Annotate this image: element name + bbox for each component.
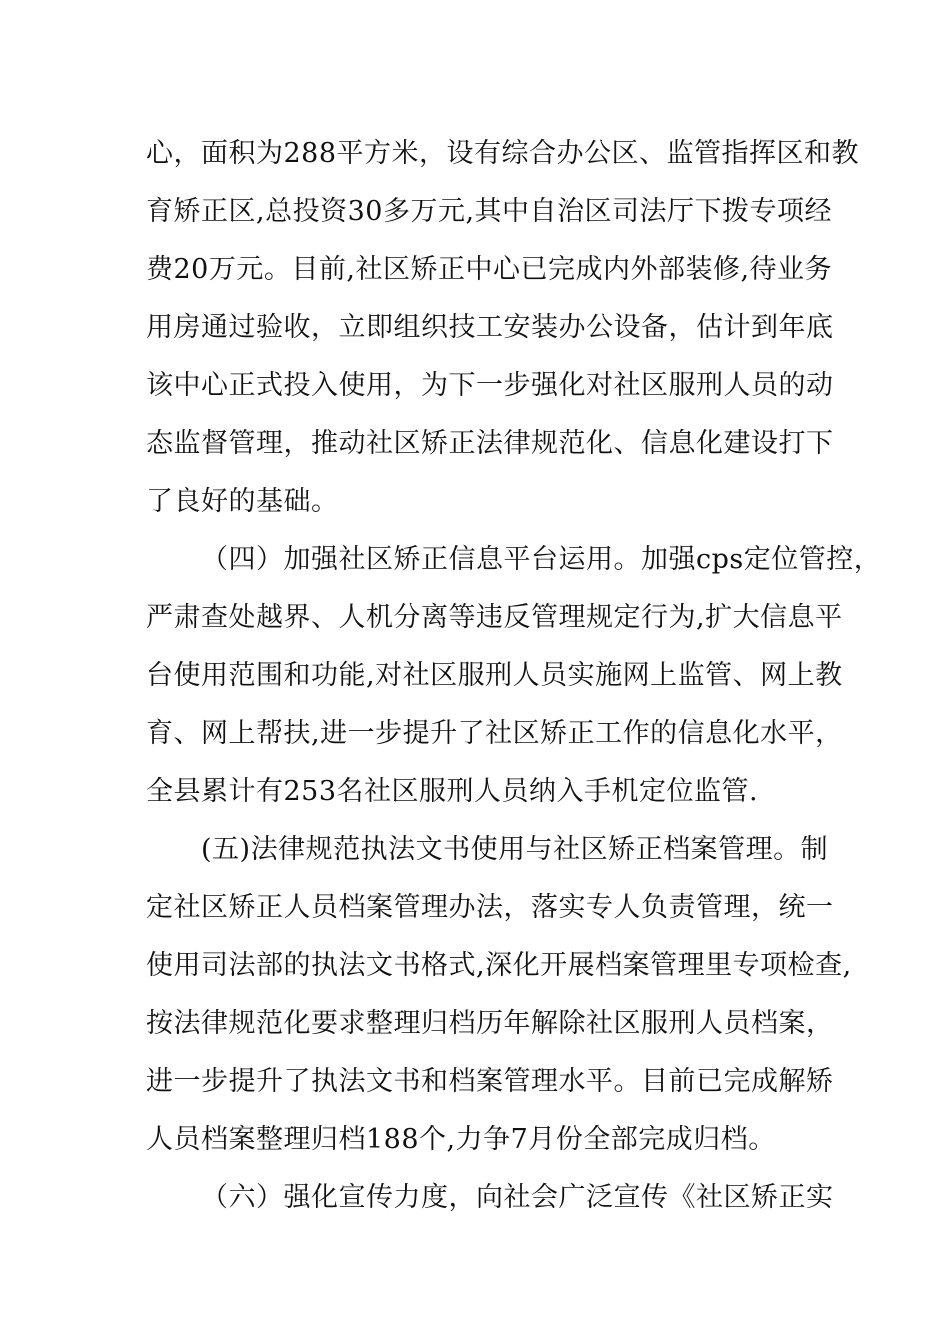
text-line: 使用司法部的执法文书格式,深化开展档案管理里专项检查, — [146, 950, 852, 981]
text-line: 费20万元。目前,社区矫正中心已完成内外部装修,待业务 — [146, 254, 833, 285]
text-line: 定社区矫正人员档案管理办法，落实专人负责管理，统一 — [146, 892, 834, 923]
text-line: 用房通过验收，立即组织技工安装办公设备，估计到年底 — [146, 312, 834, 343]
section-heading-line: （六）强化宣传力度，向社会广泛宣传《社区矫正实 — [201, 1182, 834, 1213]
text-line: 心，面积为288平方米，设有综合办公区、监管指挥区和教 — [146, 138, 860, 169]
text-line: 了良好的基础。 — [146, 486, 339, 517]
text-line: 按法律规范化要求整理归档历年解除社区服刑人员档案， — [146, 1008, 834, 1039]
text-line: 态监督管理，推动社区矫正法律规范化、信息化建设打下 — [146, 428, 834, 459]
text-line: 进一步提升了执法文书和档案管理水平。目前已完成解矫 — [146, 1066, 834, 1097]
section-heading-line: （四）加强社区矫正信息平台运用。加强cps定位管控， — [201, 544, 882, 575]
section-heading-line: (五)法律规范执法文书使用与社区矫正档案管理。制 — [201, 834, 829, 865]
text-line: 严肃查处越界、人机分离等违反管理规定行为,扩大信息平 — [146, 602, 843, 633]
text-line: 育矫正区,总投资30多万元,其中自治区司法厅下拨专项经 — [146, 196, 833, 227]
text-line: 台使用范围和功能,对社区服刑人员实施网上监管、网上教 — [146, 660, 843, 691]
text-line: 该中心正式投入使用，为下一步强化对社区服刑人员的动 — [146, 370, 834, 401]
text-line: 育、网上帮扶,进一步提升了社区矫正工作的信息化水平， — [146, 718, 843, 749]
text-line: 人员档案整理归档188个,力争7月份全部完成归档。 — [146, 1124, 776, 1155]
text-line: 全县累计有253名社区服刑人员纳入手机定位监管. — [146, 776, 759, 807]
